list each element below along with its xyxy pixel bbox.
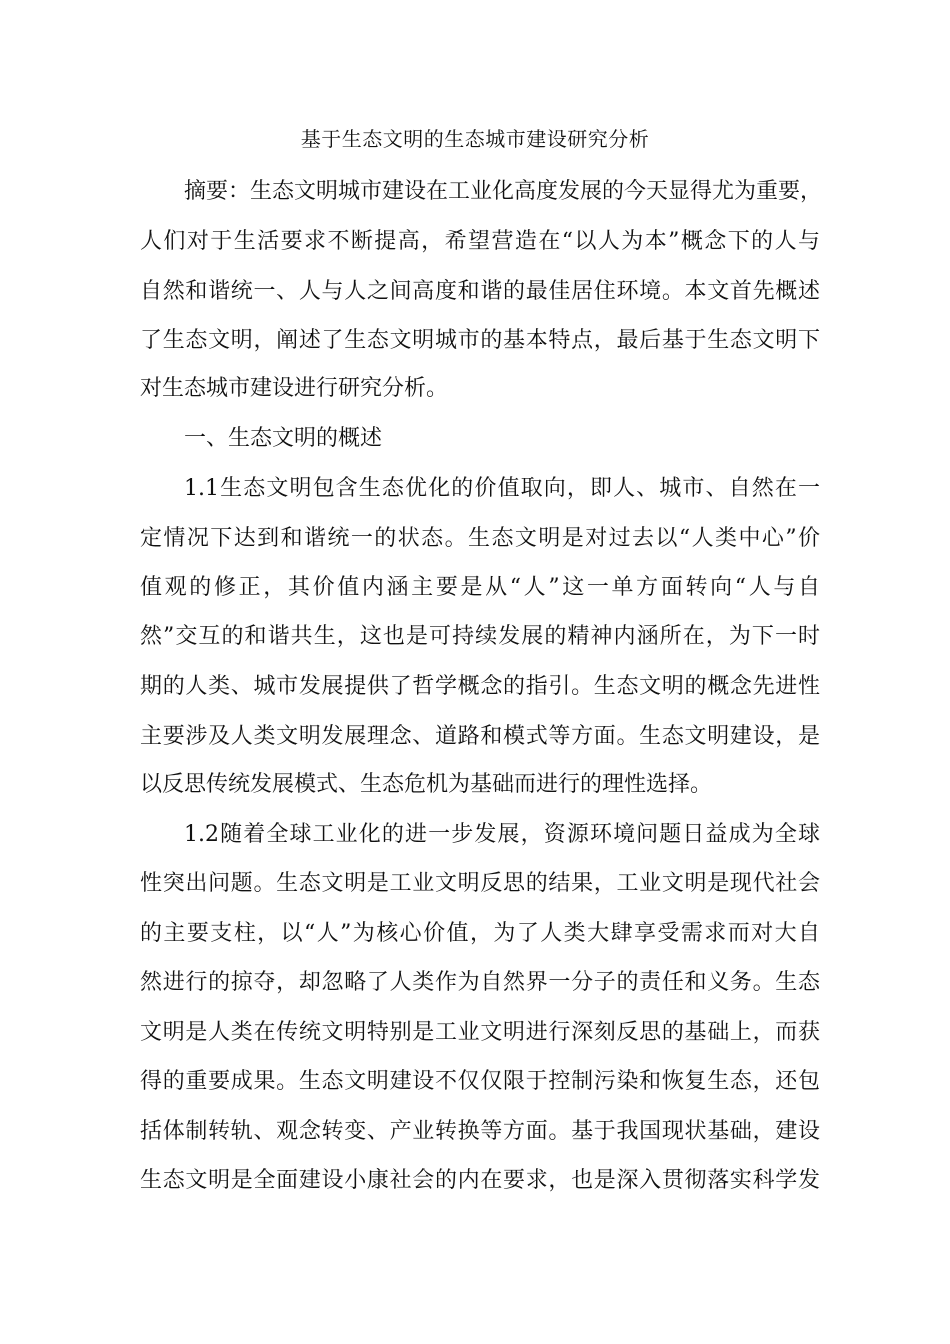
text-line: 期的人类、城市发展提供了哲学概念的指引。生态文明的概念先进性 [140,674,820,699]
text-line: 自然和谐统一、人与人之间高度和谐的最佳居住环境。本文首先概述 [140,279,820,304]
text-line: 然”交互的和谐共生，这也是可持续发展的精神内涵所在，为下一时 [140,624,820,649]
text-line: 然进行的掠夺，却忽略了人类作为自然界一分子的责任和义务。生态 [140,970,820,995]
text-line: 以反思传统发展模式、生态危机为基础而进行的理性选择。 [140,772,713,797]
text-line: 人们对于生活要求不断提高，希望营造在“以人为本”概念下的人与 [140,229,820,254]
text-line: 定情况下达到和谐统一的状态。生态文明是对过去以“人类中心”价 [140,526,820,551]
text-line: 括体制转轨、观念转变、产业转换等方面。基于我国现状基础，建设 [140,1119,820,1144]
text-line: 生态文明是全面建设小康社会的内在要求，也是深入贯彻落实科学发 [140,1168,820,1193]
text-line: 性突出问题。生态文明是工业文明反思的结果，工业文明是现代社会 [140,871,820,896]
text-line: 文明是人类在传统文明特别是工业文明进行深刻反思的基础上，而获 [140,1020,820,1045]
text-line: 了生态文明，阐述了生态文明城市的基本特点，最后基于生态文明下 [140,328,820,353]
document-title: 基于生态文明的生态城市建设研究分析 [300,127,650,151]
text-line: 的主要支柱，以“人”为核心价值，为了人类大肆享受需求而对大自 [140,921,820,946]
text-line: 得的重要成果。生态文明建设不仅仅限于控制污染和恢复生态，还包 [140,1069,820,1094]
text-line: 1.1生态文明包含生态优化的价值取向，即人、城市、自然在一 [184,476,820,501]
text-line: 主要涉及人类文明发展理念、道路和模式等方面。生态文明建设，是 [140,724,820,749]
text-line: 摘要：生态文明城市建设在工业化高度发展的今天显得尤为重要， [184,179,823,204]
text-line: 值观的修正，其价值内涵主要是从“人”这一单方面转向“人与自 [140,575,820,600]
section-heading: 一、生态文明的概述 [184,426,383,451]
text-line: 1.2随着全球工业化的进一步发展，资源环境问题日益成为全球 [184,822,820,847]
text-line: 对生态城市建设进行研究分析。 [140,376,449,401]
